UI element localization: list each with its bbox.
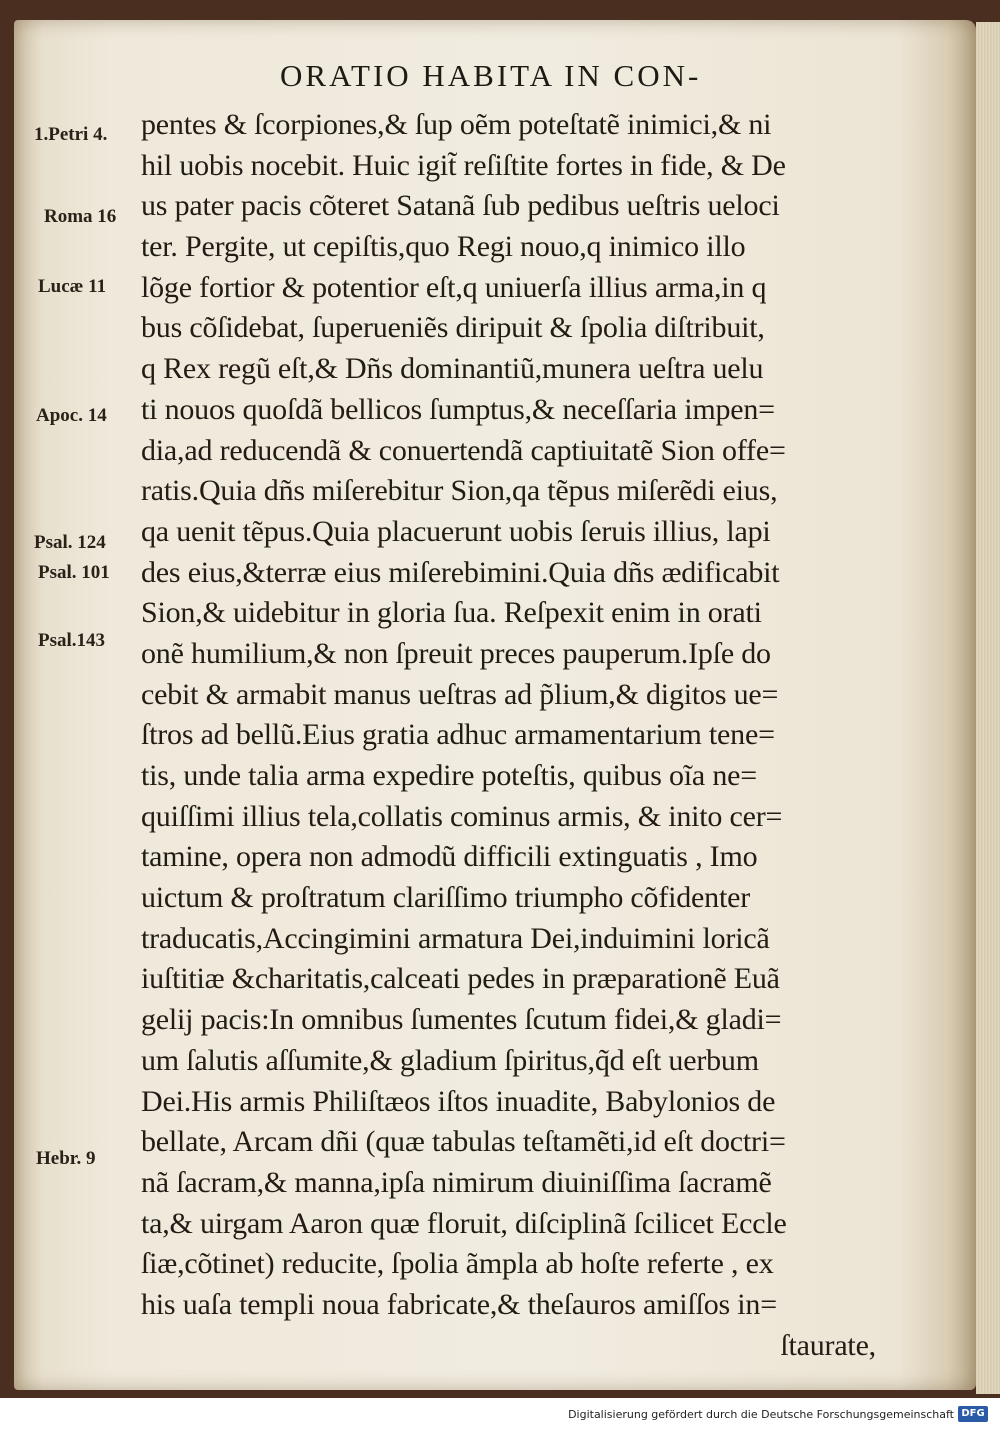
text-line: gelij pacis:In omnibus ſumentes ſcutum fidei,& gladi=: [141, 1003, 782, 1037]
text-line: onẽ humilium,& non ſpreuit preces pauperum.Ipſe do: [141, 636, 771, 670]
text-line: pentes & ſcorpiones,& ſup oẽm poteſtatẽ inimici,& ni: [141, 108, 772, 141]
page-edge: [976, 22, 1000, 1394]
margin-note: Apoc. 14: [36, 405, 107, 426]
text-line: lõge fortior & potentior eſt,q uniuerſa illius arma,in q: [141, 270, 767, 304]
text-line: ta,& uirgam Aaron quæ floruit, diſciplinã ſcilicet Eccle: [141, 1206, 787, 1240]
running-head: ORATIO HABITA IN CON-: [280, 58, 702, 93]
text-line: tamine, opera non admodũ difficili extinguatis , Imo: [141, 840, 758, 874]
text-line: quiſſimi illius tela,collatis cominus armis, & inito cer=: [141, 799, 783, 833]
footer-credit-text: Digitalisierung gefördert durch die Deutsche Forschungsgemeinschaft: [568, 1408, 954, 1421]
margin-note: Roma 16: [44, 206, 117, 227]
text-line: ſtros ad bellũ.Eius gratia adhuc armamentarium tene=: [141, 718, 775, 752]
text-line: ti nouos quoſdã bellicos ſumptus,& neceſſaria impen=: [141, 392, 775, 426]
text-line: uictum & proſtratum clariſſimo triumpho cõfidenter: [141, 881, 751, 915]
margin-note: Lucæ 11: [38, 276, 107, 297]
text-line: Dei.His armis Philiſtæos iſtos inuadite, Babylonios de: [141, 1084, 776, 1118]
dfg-logo-icon: DFG: [958, 1406, 988, 1422]
text-line: traducatis,Accingimini armatura Dei,induimini loricã: [141, 921, 770, 955]
margin-note: Hebr. 9: [36, 1148, 96, 1169]
text-line: us pater pacis cõteret Satanã ſub pedibus ueſtris ueloci: [141, 189, 780, 223]
text-line: ratis.Quia dñs miſerebitur Sion,qa tẽpus miſerẽdi eius,: [141, 474, 778, 508]
margin-note: Psal.143: [38, 630, 106, 651]
text-line: um ſalutis aſſumite,& gladium ſpiritus,q̃d eſt uerbum: [141, 1043, 759, 1077]
text-line: hil uobis nocebit. Huic igit̃ reſiſtite fortes in fide, & De: [141, 148, 786, 182]
text-line: tis, unde talia arma expedire poteſtis, quibus oĩa ne=: [141, 759, 757, 792]
margin-note: Psal. 124: [34, 532, 106, 553]
text-line: bellate, Arcam dñi (quæ tabulas teſtamẽti,id eſt doctri=: [141, 1125, 786, 1159]
text-line: ſiæ,cõtinet) reducite, ſpolia ãmpla ab hoſte referte , ex: [141, 1247, 774, 1281]
footer-credit: [0, 1402, 1000, 1429]
text-line: ter. Pergite, ut cepiſtis,quo Regi nouo,q inimico illo: [141, 230, 746, 264]
text-line: cebit & armabit manus ueſtras ad p̃lium,& digitos ue=: [141, 677, 779, 711]
text-line: dia,ad reducendã & conuertendã captiuitatẽ Sion offe=: [141, 433, 786, 467]
text-line: q Rex regũ eſt,& Dñs dominantiũ,munera ueſtra uelu: [141, 352, 764, 386]
text-line: des eius,&terræ eius miſerebimini.Quia dñs ædificabit: [141, 555, 780, 589]
margin-note: Psal. 101: [38, 562, 110, 583]
text-line: qa uenit tẽpus.Quia placuerunt uobis ſeruis illius, lapi: [141, 514, 771, 548]
text-line: Sion,& uidebitur in gloria ſua. Reſpexit enim in orati: [141, 596, 762, 630]
text-line: iuſtitiæ &charitatis,calceati pedes in præparationẽ Euã: [141, 962, 780, 996]
text-line: his uaſa templi noua fabricate,& theſauros amiſſos in=: [141, 1287, 777, 1321]
text-line: nã ſacram,& manna,ipſa nimirum diuiniſſima ſacramẽ: [141, 1165, 772, 1199]
text-line: bus cõſidebat, ſuperueniẽs diripuit & ſpolia diſtribuit,: [141, 311, 765, 345]
catchword-line: ſtaurate,: [780, 1328, 876, 1362]
body-text: [141, 105, 931, 1366]
margin-note: 1.Petri 4.: [34, 124, 108, 145]
